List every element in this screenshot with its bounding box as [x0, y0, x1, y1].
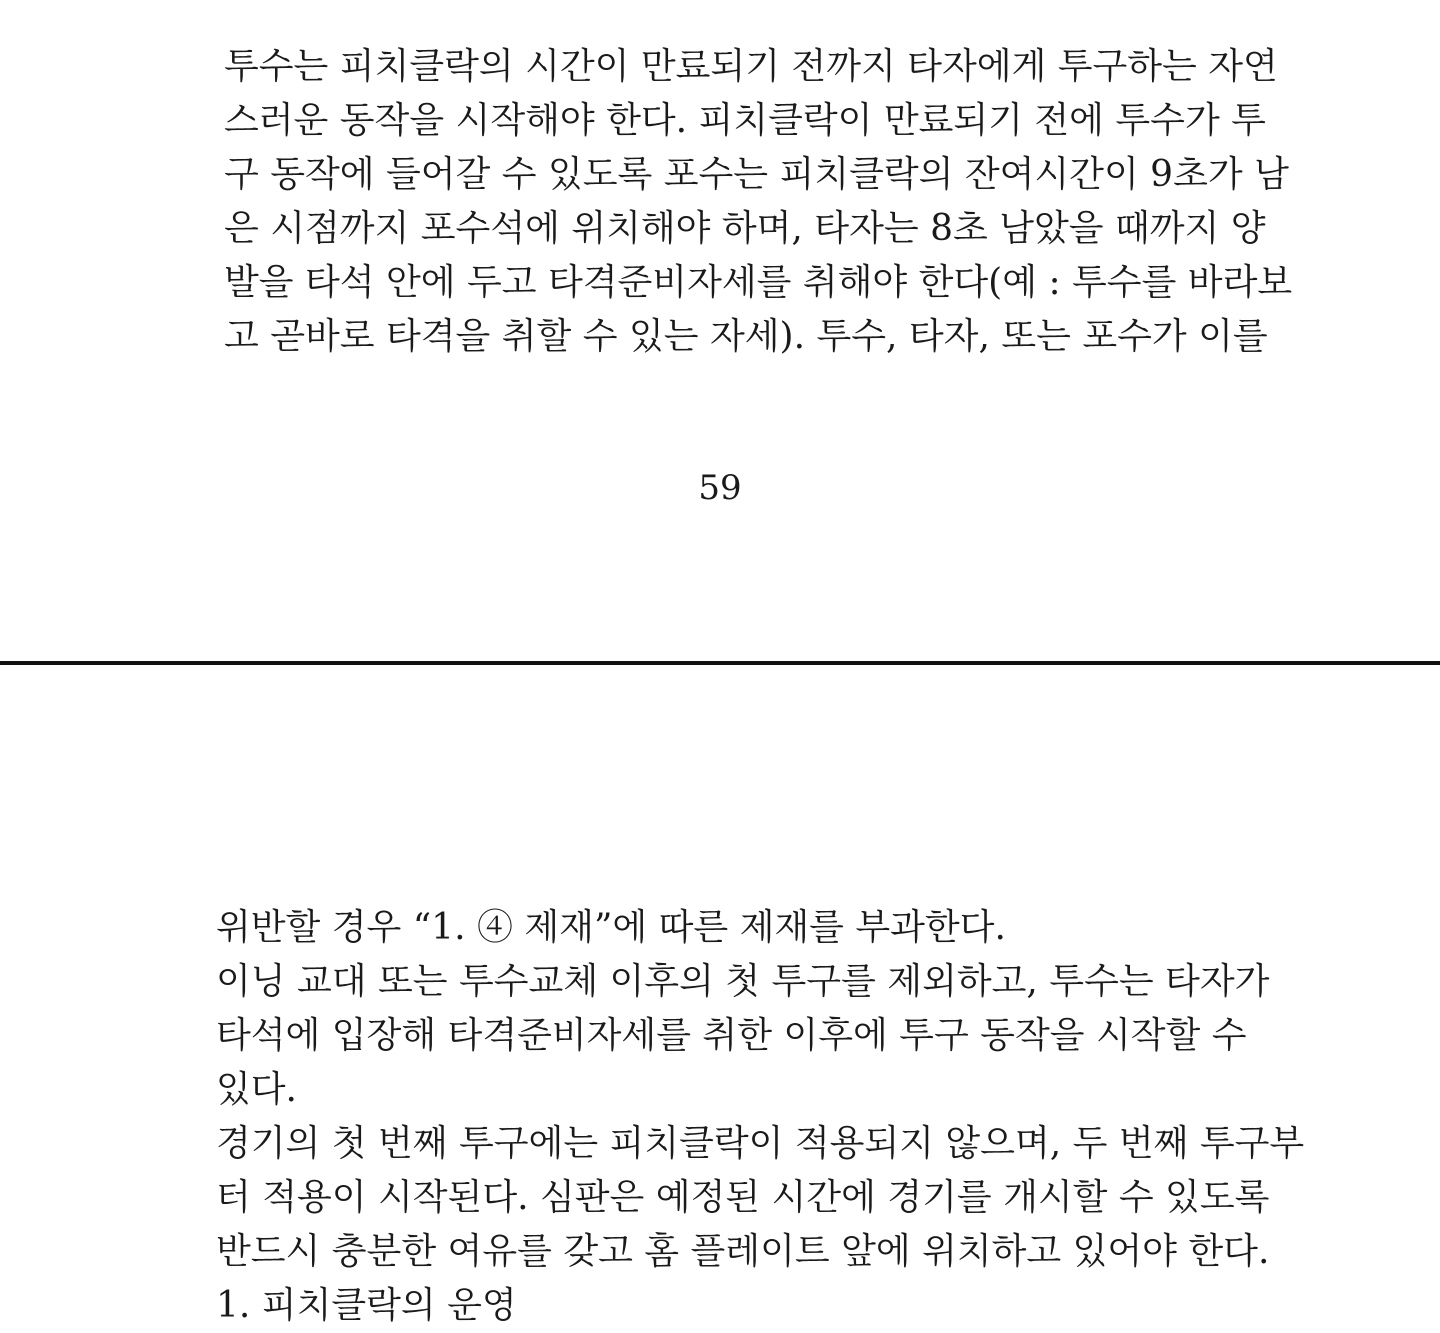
body-line: 은 시점까지 포수석에 위치해야 하며, 타자는 8초 남았을 때까지 양 [224, 208, 1266, 249]
body-line: 투수는 피치클락의 시간이 만료되기 전까지 타자에게 투구하는 자연 [224, 46, 1278, 87]
body-line: 발을 타석 안에 두고 타격준비자세를 취해야 한다(예 : 투수를 바라보 [224, 262, 1293, 303]
bottom-page [0, 665, 1440, 1326]
section-heading: 1. 피치클락의 운영 [216, 1285, 517, 1326]
body-line: 구 동작에 들어갈 수 있도록 포수는 피치클락의 잔여시간이 9초가 남 [224, 154, 1289, 195]
body-line: 이닝 교대 또는 투수교체 이후의 첫 투구를 제외하고, 투수는 타자가 [216, 961, 1270, 1002]
page-number: 59 [698, 468, 742, 508]
body-line: 타석에 입장해 타격준비자세를 취한 이후에 투구 동작을 시작할 수 [216, 1015, 1247, 1056]
body-line: 경기의 첫 번째 투구에는 피치클락이 적용되지 않으며, 두 번째 투구부 [216, 1123, 1305, 1164]
body-line: 터 적용이 시작된다. 심판은 예정된 시간에 경기를 개시할 수 있도록 [216, 1177, 1270, 1218]
top-page [0, 0, 1440, 662]
top-page-body-text [224, 40, 1292, 364]
body-line: 위반할 경우 “1. ④ 제재”에 따른 제재를 부과한다. [216, 907, 1006, 948]
body-line: 반드시 충분한 여유를 갖고 홈 플레이트 앞에 위치하고 있어야 한다. [216, 1231, 1270, 1272]
body-line: 스러운 동작을 시작해야 한다. 피치클락이 만료되기 전에 투수가 투 [224, 100, 1266, 141]
body-line: 고 곧바로 타격을 취할 수 있는 자세). 투수, 타자, 또는 포수가 이를 [224, 316, 1268, 357]
bottom-page-body-text [216, 901, 1304, 1333]
body-line: 있다. [216, 1069, 297, 1110]
